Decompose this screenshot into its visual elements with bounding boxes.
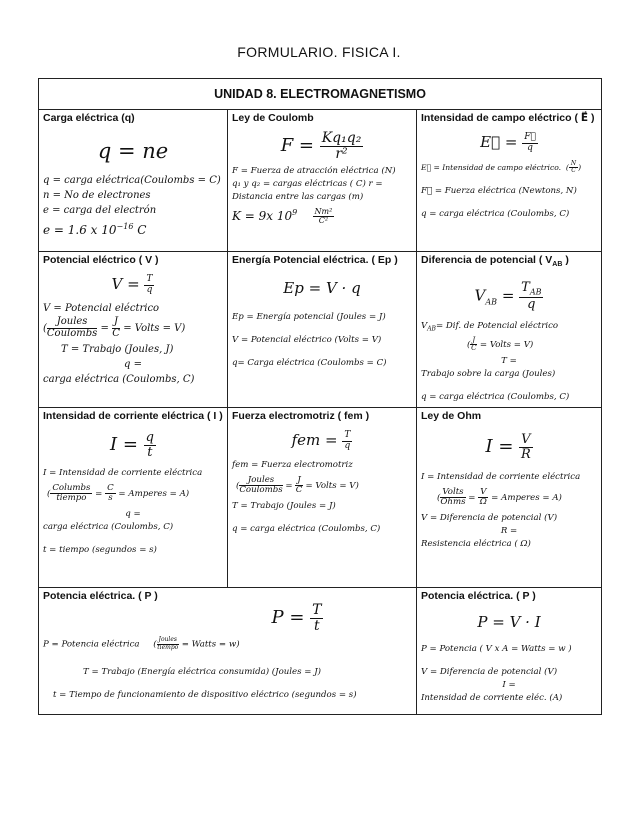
- unit-tail: = Volts = V: [302, 480, 356, 491]
- cell-heading: Ley de Coulomb: [232, 112, 314, 124]
- cell-heading: Ley de Ohm: [421, 410, 482, 422]
- definition-line: T = Trabajo (Joules, J): [61, 343, 174, 355]
- fraction-denominator: q: [527, 297, 536, 313]
- cell-heading: Fuerza electromotriz ( fem ): [232, 410, 370, 422]
- fraction-denominator: C²: [318, 216, 329, 226]
- definition-line: F = Fuerza de atracción eléctrica (N): [232, 166, 396, 177]
- definition-line: T = Trabajo (Joules = J): [232, 500, 336, 511]
- unit-fraction-line: P = Potencia eléctrica ( $\frac{\text{Joules}}{\text{tiempo}}$ = Watts = w): [43, 636, 240, 651]
- unit-fraction-line: ( $\frac{\text{Joules}}{\text{Coulombs}}$ = $\frac{J}{C}$ = Volts = V): [43, 316, 186, 339]
- definition-line: F⃗ = Fuerza eléctrica (Newtons, N): [421, 185, 577, 196]
- main-formula: [232, 431, 412, 451]
- fraction-numerator: Joules: [158, 636, 177, 644]
- fraction-numerator: Nm²: [314, 206, 333, 216]
- fraction-numerator: Columbs: [52, 483, 91, 494]
- definition-line: q =: [125, 509, 141, 520]
- definition-line: fem = Fuerza electromotriz: [232, 459, 353, 470]
- main-formula: [421, 433, 597, 461]
- definition-line: I = Intensidad de corriente eléctrica: [421, 472, 581, 483]
- unit-fraction-line: ( $\frac{\text{Columbs}}{\text{tiempo}}$ = $\frac{C}{s}$ = Amperes = A): [47, 483, 190, 504]
- definition-text: = Dif. de Potencial eléctrico: [435, 320, 559, 331]
- definition-line: Ep = Energía potencial (Joules = J): [232, 312, 386, 322]
- cell-ley-de-coulomb: [228, 110, 417, 252]
- definition-line: q = carga eléctrica (Coulombs, C): [232, 523, 381, 534]
- definition-line: n = No de electrones: [43, 190, 151, 201]
- formula-table: [38, 78, 602, 715]
- equals-sign: =: [497, 286, 520, 305]
- definition-line: t = tiempo (segundos = s): [43, 545, 157, 556]
- definition-line: V = Potencial eléctrico: [43, 302, 160, 314]
- constant-base: K = 9x 10: [232, 209, 293, 224]
- cell-campo-electrico: [417, 110, 602, 252]
- unit-fraction-line: ( $\frac{\text{Volts}}{\text{Ohms}}$ = $\frac{V}{\Omega}$ = Amperes = A): [437, 487, 562, 508]
- fraction-denominator: C: [471, 344, 477, 353]
- definition-text: E⃗ = Intensidad de campo eléctrico.: [421, 162, 562, 172]
- formula-lhs: V: [474, 286, 486, 305]
- cell-heading: Potencia eléctrica. ( P ): [421, 590, 536, 602]
- heading-subscript: AB: [552, 261, 563, 269]
- constant-line: [43, 218, 223, 239]
- fraction-denominator: Ω: [479, 497, 487, 508]
- cell-potencial-electrico: [39, 252, 228, 408]
- fraction-numerator: Kq₁q₂: [321, 130, 362, 146]
- heading-text: Diferencia de potencial ( V: [421, 254, 553, 266]
- main-formula: [232, 131, 412, 161]
- cell-intensidad-corriente: [39, 408, 228, 588]
- formula-lhs: I =: [485, 436, 520, 458]
- definition-subscript: AB: [427, 325, 436, 333]
- main-formula: [183, 603, 412, 633]
- fraction-denominator: tiempo: [56, 493, 87, 504]
- definition-line: q =: [124, 358, 142, 370]
- cell-diferencia-de-potencial: [417, 252, 602, 408]
- cell-potencia-voltaje: [417, 588, 602, 715]
- definition-line: R =: [500, 526, 518, 537]
- fraction-numerator: Volts: [442, 487, 464, 498]
- cell-heading: Carga eléctrica (q): [43, 112, 135, 124]
- unit-header: UNIDAD 8. ELECTROMAGNETISMO: [39, 79, 602, 110]
- main-formula: Ep = V · q: [283, 279, 361, 297]
- definition-line: P = Potencia ( V x A = Watts = w ): [421, 644, 572, 654]
- cell-heading: Potencial eléctrico ( V ): [43, 254, 159, 266]
- definition-line: Resistencia eléctrica ( Ω): [421, 539, 531, 550]
- main-formula: [421, 133, 597, 153]
- constant-exponent: 9: [292, 208, 298, 218]
- fraction-denominator: Coulombs: [46, 327, 98, 339]
- fraction-denominator: C: [571, 167, 576, 175]
- cell-heading: [421, 254, 597, 271]
- constant-base: e = 1.6 x 10: [43, 223, 117, 237]
- unit-fraction-line: ( $\frac{J}{C}$ = Volts = V): [467, 336, 534, 353]
- definition-line: q = carga eléctrica (Coulombs, C): [421, 392, 570, 403]
- fraction-numerator: V: [480, 487, 487, 498]
- definition-line: Intensidad de corriente eléc. (A): [421, 693, 563, 703]
- fraction-denominator: Ohms: [440, 497, 466, 508]
- fraction-numerator: J: [114, 316, 119, 328]
- fraction-denominator: tiempo: [157, 643, 179, 651]
- formula-lhs: E⃗ =: [480, 133, 523, 151]
- fraction-numerator: T: [344, 430, 351, 441]
- heading-tail: ): [562, 254, 569, 266]
- definition-line: q = carga eléctrica(Coulombs = C): [43, 175, 221, 186]
- document-title: FORMULARIO. FISICA I.: [237, 44, 401, 60]
- definition-line: e = carga del electrón: [43, 205, 157, 216]
- constant-exponent: −16: [116, 222, 134, 231]
- definition-line: carga eléctrica (Coulombs, C): [43, 522, 174, 533]
- fraction-numerator: J: [472, 336, 476, 345]
- unit-tail: = Volts = V: [120, 322, 182, 334]
- cell-heading: Intensidad de corriente eléctrica ( I ): [43, 410, 223, 422]
- fraction-denominator: s: [108, 493, 113, 504]
- fraction-numerator: T: [312, 602, 322, 618]
- numerator-subscript: AB: [529, 287, 542, 297]
- definition-line: q= Carga eléctrica (Coulombs = C): [232, 358, 387, 368]
- cell-potencia-trabajo: [39, 588, 417, 715]
- definition-line: I =: [502, 680, 516, 690]
- constant-unit: C: [133, 223, 147, 237]
- unit-tail: = Amperes = A: [488, 493, 559, 504]
- fraction-numerator: T: [146, 274, 153, 285]
- definition-line: Trabajo sobre la carga (Joules): [421, 369, 556, 380]
- formula-lhs: V =: [111, 275, 145, 293]
- cell-heading: Potencia eléctrica. ( P ): [43, 590, 158, 602]
- definition-line: [421, 320, 597, 336]
- formula-lhs: fem =: [291, 431, 343, 449]
- main-formula: [421, 281, 597, 312]
- fraction-denominator: q: [146, 284, 153, 295]
- equals-sign: =: [97, 322, 113, 334]
- fraction-numerator: C: [107, 483, 114, 494]
- fraction-denominator: q: [527, 142, 533, 153]
- definition-line: T =: [501, 356, 517, 367]
- definition-line: t = Tiempo de funcionamiento de dispositivo eléctrico (segundos = s): [53, 689, 357, 700]
- cell-fuerza-electromotriz: [228, 408, 417, 588]
- fraction-numerator: q: [145, 430, 154, 445]
- cell-ley-de-ohm: [417, 408, 602, 588]
- unit-tail: = Volts = V: [477, 340, 530, 351]
- fraction-denominator: t: [313, 617, 320, 634]
- fraction-denominator: C: [112, 327, 120, 339]
- main-formula: [43, 431, 223, 459]
- definition-line: T = Trabajo (Energía eléctrica consumida) (Joules = J): [83, 666, 322, 677]
- definition-text: V: [421, 320, 428, 331]
- cell-energia-potencial: [228, 252, 417, 408]
- fraction-denominator: C: [295, 484, 303, 495]
- formula-lhs: F =: [280, 135, 320, 157]
- fraction-numerator: [519, 281, 543, 298]
- formula-lhs: I =: [110, 434, 144, 456]
- cell-heading: Energía Potencial eléctrica. ( Ep ): [232, 254, 398, 266]
- unit-tail: = Watts = w: [178, 639, 237, 650]
- fraction-denominator: t: [147, 444, 153, 460]
- definition-line: Distancia entre las cargas (m): [232, 192, 364, 203]
- fraction-numerator: V: [521, 432, 531, 447]
- cell-heading: Intensidad de campo eléctrico ( E⃗ ): [421, 112, 595, 124]
- fraction-numerator: N: [570, 160, 577, 168]
- formula-lhs: P =: [271, 607, 311, 629]
- fraction-denominator: r²: [335, 145, 348, 162]
- fraction-numerator: F⃗: [524, 132, 536, 143]
- main-formula: q = ne: [97, 139, 169, 163]
- definition-line: V = Diferencia de potencial (V): [421, 667, 558, 677]
- fraction-numerator: J: [297, 474, 301, 485]
- definition-text: P = Potencia eléctrica: [43, 639, 140, 650]
- definition-line: q = carga eléctrica (Coulombs, C): [421, 208, 570, 219]
- fraction-denominator: R: [520, 446, 531, 462]
- definition-line: q₁ y q₂ = cargas eléctricas ( C) r =: [232, 179, 383, 190]
- main-formula: [43, 275, 223, 295]
- fraction-numerator: Joules: [47, 317, 97, 329]
- unit-fraction-line: ( $\frac{\text{Joules}}{\text{Coulombs}}$ = $\frac{J}{C}$ = Volts = V): [236, 474, 359, 495]
- constant-line: [232, 204, 412, 225]
- unit-tail: = Amperes = A: [115, 489, 186, 500]
- definition-line: I = Intensidad de corriente eléctrica: [43, 468, 203, 479]
- main-formula: P = V · I: [477, 613, 541, 631]
- fraction-numerator: Joules: [239, 476, 282, 486]
- fraction-denominator: Coulombs: [239, 484, 283, 495]
- cell-carga-electrica: [39, 110, 228, 252]
- definition-line: V = Diferencia de potencial (V): [421, 513, 558, 524]
- definition-line: E⃗ = Intensidad de campo eléctrico. ( $\frac{N}{C}$ ): [421, 160, 582, 175]
- formula-subscript: AB: [485, 297, 498, 307]
- definition-line: carga eléctrica (Coulombs, C): [43, 373, 195, 385]
- fraction-denominator: q: [344, 440, 351, 451]
- numerator-text: T: [521, 280, 530, 296]
- definition-line: V = Potencial eléctrico (Volts = V): [232, 335, 382, 345]
